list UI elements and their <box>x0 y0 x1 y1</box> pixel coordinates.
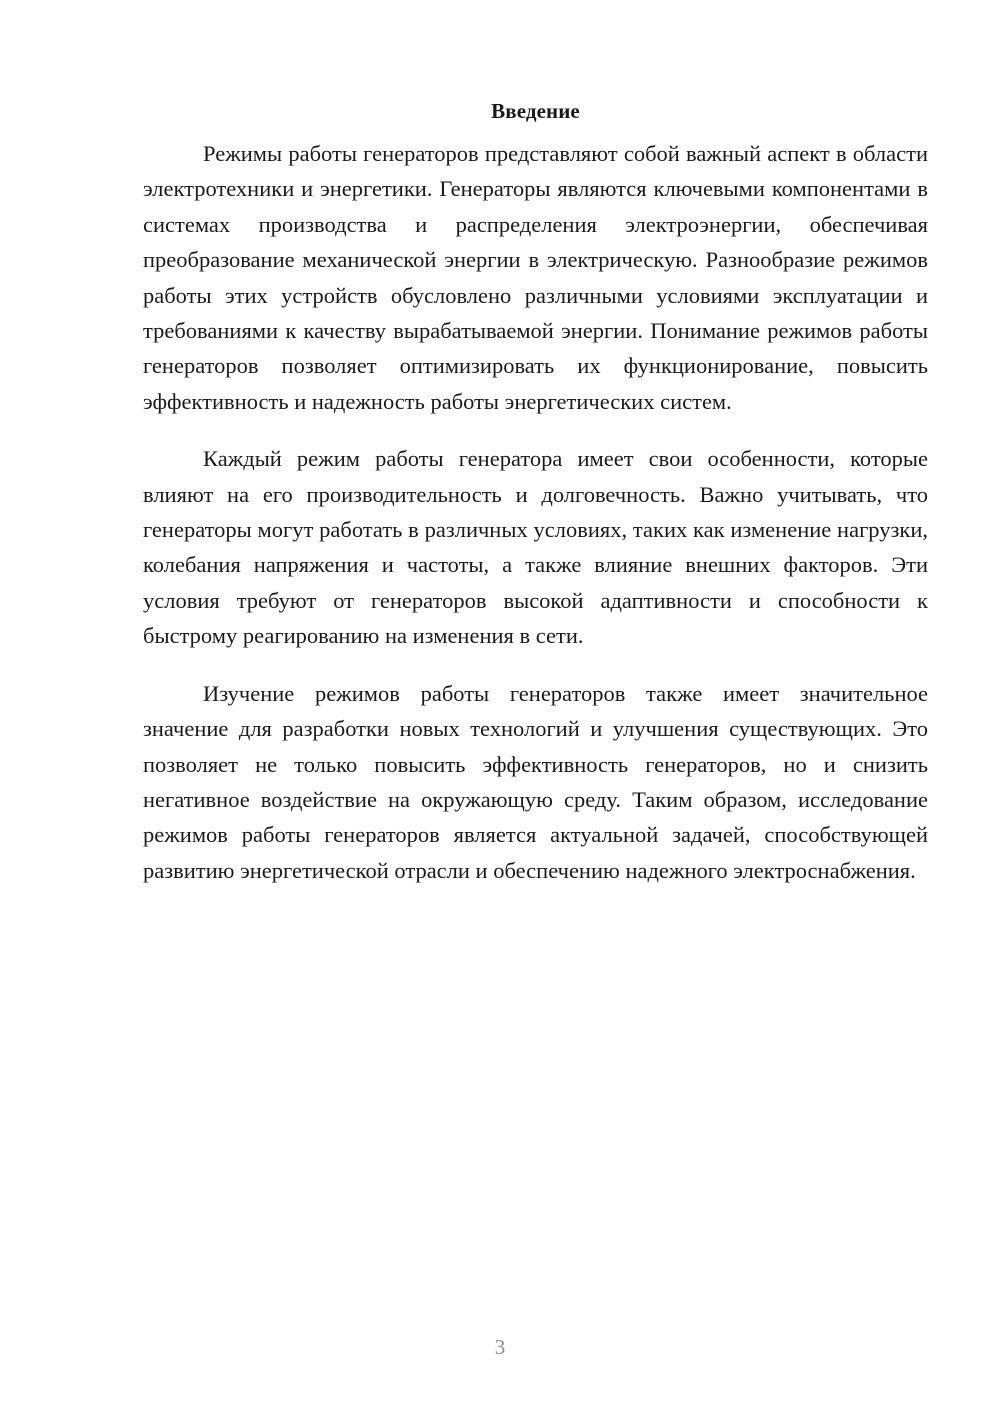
paragraph-3: Изучение режимов работы генераторов также имеет значительное значение для разработки новых технологий и улучшения существующих. Это позволяет не только повысить эффективность генераторов, но и снизить негативное воздействие на окружающую среду. Таким образом, исследование режимов работы генераторов является актуальной задачей, способствующей развитию энергетической отрасли и обеспечению надежного электроснабжения. <box>143 680 928 883</box>
section-heading: Введение <box>491 99 580 123</box>
page-content <box>143 96 928 910</box>
page-number: 3 <box>494 1335 506 1359</box>
paragraph-2: Каждый режим работы генератора имеет свои особенности, которые влияют на его производительность и долговечность. Важно учитывать, что генераторы могут работать в различных условиях, таких как изменение нагрузки, колебания напряжения и частоты, а также влияние внешних факторов. Эти условия требуют от генераторов высокой адаптивности и способности к быстрому реагированию на изменения в сети. <box>143 446 928 649</box>
paragraph-1: Режимы работы генераторов представляют собой важный аспект в области электротехники и энергетики. Генераторы являются ключевыми компонентами в системах производства и распределения электроэнергии, обеспечивая преобразование механической энергии в электрическую. Разнообразие режимов работы этих устройств обусловлено различными условиями эксплуатации и требованиями к качеству вырабатываемой энергии. Понимание режимов работы генераторов позволяет оптимизировать их функционирование, повысить эффективность и надежность работы энергетических систем. <box>143 141 928 414</box>
